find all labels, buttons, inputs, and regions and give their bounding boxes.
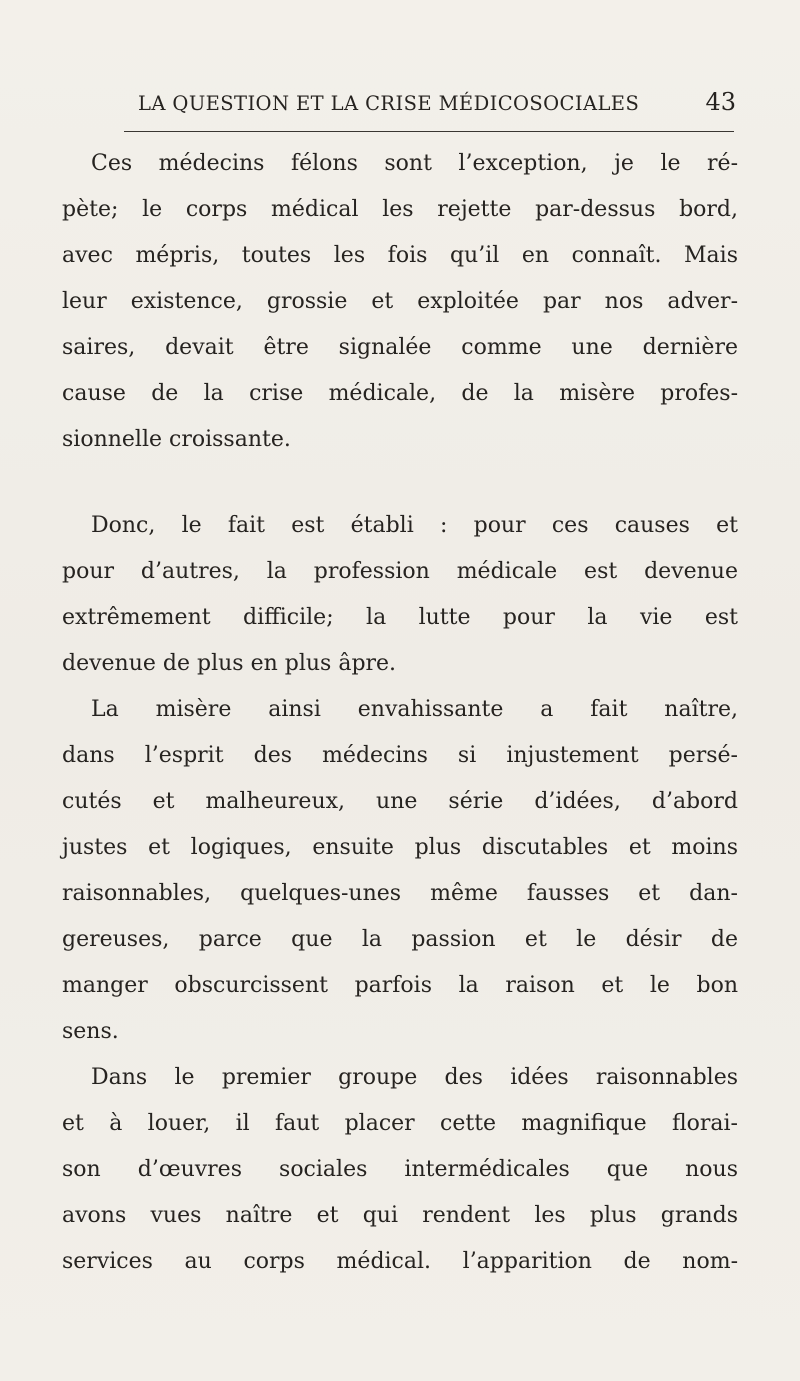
header-rule bbox=[124, 131, 734, 132]
text-line: manger obscurcissent parfois la raison et le bon bbox=[62, 973, 738, 998]
paragraph bbox=[62, 141, 738, 463]
text-line: gereuses, parce que la passion et le désir de bbox=[62, 927, 738, 952]
text-line: sionnelle croissante. bbox=[62, 427, 291, 452]
text-line: avons vues naître et qui rendent les plus grands bbox=[62, 1203, 738, 1228]
paragraph bbox=[62, 1055, 738, 1285]
page-number: 43 bbox=[705, 88, 736, 116]
text-line: dans l’esprit des médecins si injustement persé- bbox=[62, 743, 738, 768]
paragraph bbox=[62, 503, 738, 687]
text-line: et à louer, il faut placer cette magnifique florai- bbox=[62, 1111, 738, 1136]
text-line: saires, devait être signalée comme une dernière bbox=[62, 335, 738, 360]
page-header bbox=[124, 88, 736, 124]
text-line: avec mépris, toutes les fois qu’il en connaît. Mais bbox=[62, 243, 738, 268]
text-line: justes et logiques, ensuite plus discutables et moins bbox=[62, 835, 738, 860]
text-line: cause de la crise médicale, de la misère profes- bbox=[62, 381, 738, 406]
text-line: pète; le corps médical les rejette par-dessus bord, bbox=[62, 197, 738, 222]
text-line: pour d’autres, la profession médicale est devenue bbox=[62, 559, 738, 584]
text-line: La misère ainsi envahissante a fait naître, bbox=[91, 697, 738, 722]
text-line: services au corps médical. l’apparition de nom- bbox=[62, 1249, 738, 1274]
text-line: extrêmement difficile; la lutte pour la vie est bbox=[62, 605, 738, 630]
text-line: leur existence, grossie et exploitée par nos adver- bbox=[62, 289, 738, 314]
paragraph bbox=[62, 687, 738, 1055]
text-line: Ces médecins félons sont l’exception, je le ré- bbox=[91, 151, 738, 176]
text-line: raisonnables, quelques-unes même fausses et dan- bbox=[62, 881, 738, 906]
body-text bbox=[62, 141, 738, 1285]
paragraph-gap bbox=[62, 463, 738, 503]
text-line: Dans le premier groupe des idées raisonnables bbox=[91, 1065, 738, 1090]
text-line: cutés et malheureux, une série d’idées, d’abord bbox=[62, 789, 738, 814]
text-line: devenue de plus en plus âpre. bbox=[62, 651, 397, 676]
text-line: son d’œuvres sociales intermédicales que nous bbox=[62, 1157, 738, 1182]
text-line: Donc, le fait est établi : pour ces causes et bbox=[91, 513, 738, 538]
text-line: sens. bbox=[62, 1019, 119, 1044]
running-title: LA QUESTION ET LA CRISE MÉDICOSOCIALES bbox=[138, 92, 640, 115]
